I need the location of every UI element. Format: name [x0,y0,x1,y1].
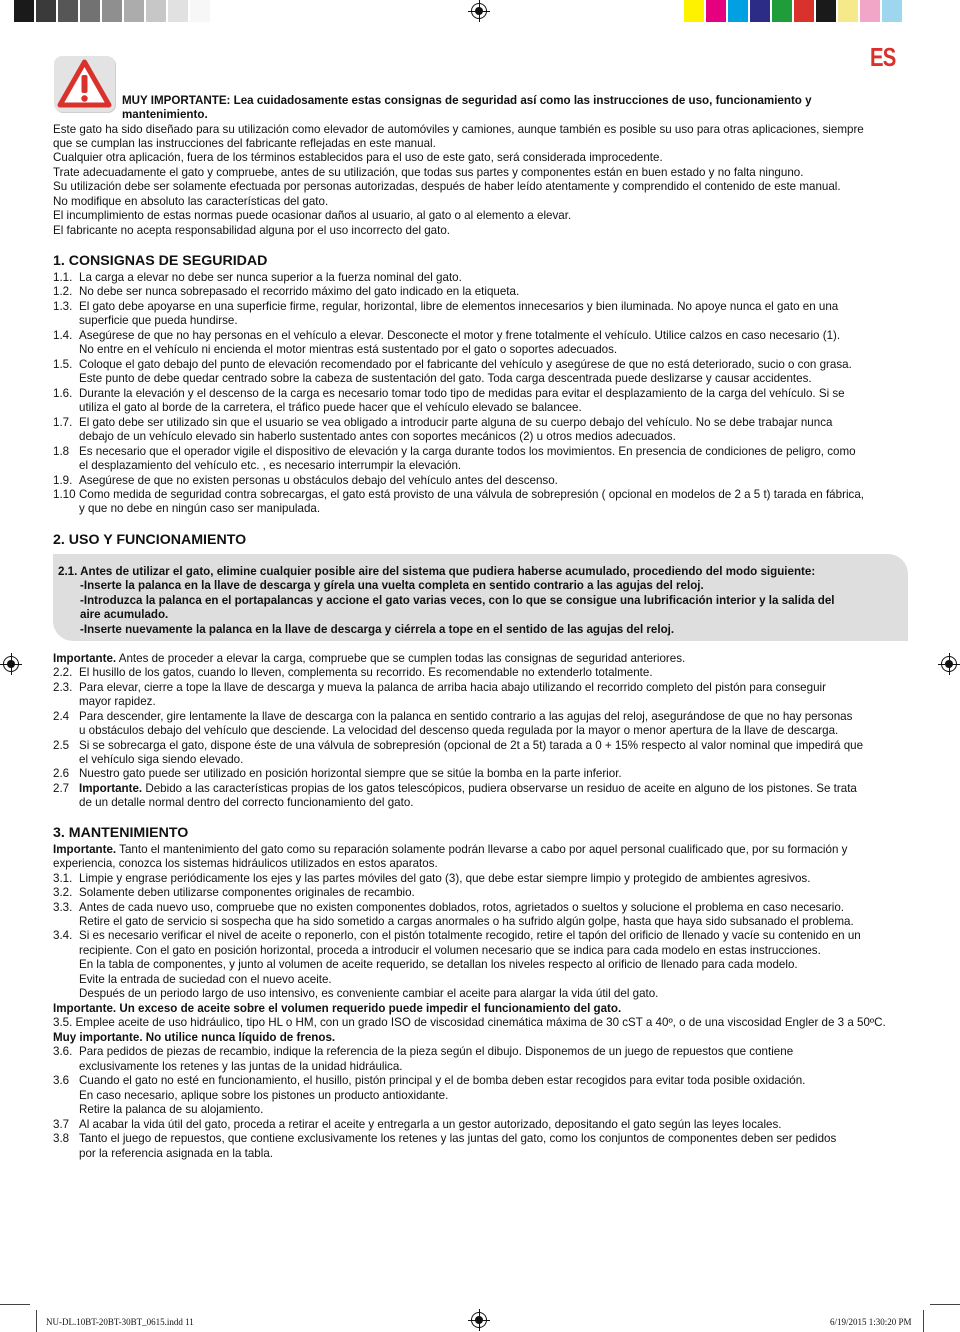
list-item-3-4-cont: Evite la entrada de suciedad con el nuevo aceite. [79,973,332,986]
list-item-1-4-cont: No entre en el vehículo ni encienda el motor mientras está sustentado por el gato o soportes adecuados. [79,343,618,356]
gray-patch [190,0,210,22]
list-item-3-2: 3.2. Solamente deben utilizarse componentes originales de recambio. [53,886,415,899]
registration-mark-bottom [471,1312,487,1328]
list-item-2-5-cont: el vehículo siga siendo elevado. [79,753,244,766]
gray-patch [58,0,78,22]
color-patch [750,0,770,22]
crop-mark [923,1310,924,1332]
color-patch [706,0,726,22]
list-item-3-6: 3.6. Para pedidos de piezas de recambio, indique la referencia de la pieza según el dibujo. Disponemos de un juego de repuestos que contiene [53,1045,794,1058]
language-tag: ES [870,42,896,72]
box-line: 2.1. Antes de utilizar el gato, elimine cualquier posible aire del sistema que pudiera haberse acumulado, procediendo del modo siguiente: [58,565,816,578]
list-item-2-2: 2.2. El husillo de los gatos, cuando lo lleven, complementa su recorrido. Es recomendable no extenderlo totalmente. [53,666,653,679]
crop-mark [0,1304,30,1305]
box-line: -Introduzca la palanca en el portapalancas y accione el gato varias veces, con lo que se consigue una lubrificación interior y la salida del [80,594,835,607]
list-item-1-6: 1.6. Durante la elevación y el descenso de la carga es necesario tomar todo tipo de medidas para evitar el desplazamiento de la carga del vehículo. Si se [53,387,845,400]
intro-line: que se cumplan las instrucciones del fabricante reflejadas en este manual. [53,137,436,150]
color-patch [882,0,902,22]
list-item-2-3: 2.3. Para elevar, cierre a tope la llave de descarga y mueva la palanca de arriba hacia abajo utilizando el recorrido completo del pistón para conseguir [53,681,826,694]
gray-patch [102,0,122,22]
list-item-1-6-cont: utiliza el gato al borde de la carretera, el tráfico puede hacer que el vehículo elevado se balancee. [79,401,582,414]
list-item-1-4: 1.4. Asegúrese de que no hay personas en el vehículo a elevar. Desconecte el motor y frene totalmente el vehículo. Utilice calzos en caso necesario (1). [53,329,841,342]
section-2-title: 2. USO Y FUNCIONAMIENTO [53,532,247,548]
gray-patch [168,0,188,22]
color-patch [816,0,836,22]
warning-title-line2: mantenimiento. [122,108,208,121]
list-item-1-10-cont: y que no debe en ningún caso ser manipulada. [79,502,321,515]
list-item-3-6b-cont: En caso necesario, aplique sobre los pistones un producto antioxidante. [79,1089,449,1102]
registration-mark-left [3,656,19,672]
list-item-2-4-cont: u obstáculos debajo del vehículo que desciende. La velocidad del descenso queda regulada por la mayor o menor apertura de la llave de descarga. [79,724,839,737]
list-item-1-3-cont: superficie que pueda hundirse. [79,314,238,327]
list-item-1-7: 1.7. El gato debe ser utilizado sin que el usuario se vea obligado a introducir parte alguna de su cuerpo debajo del vehículo. No se debe trabajar nunca [53,416,833,429]
list-item-3-8: 3.8 Tanto el juego de repuestos, que contiene exclusivamente los retenes y las juntas del gato, como los conjuntos de componentes deben ser pedidos [53,1132,837,1145]
color-patch [772,0,792,22]
section-3-title: 3. MANTENIMIENTO [53,825,189,841]
intro-line: El fabricante no acepta responsabilidad alguna por el uso incorrecto del gato. [53,224,451,237]
list-item-2-5: 2.5 Si se sobrecarga el gato, dispone éste de una válvula de sobrepresión (opcional de 2t a 5t) tarada a 0 + 15% respecto al valor nominal que impedirá que [53,739,864,752]
list-item-3-3-cont: Retire el gato de servicio si sospecha que ha sido sometido a cargas anormales o ha sufrido algún golpe, hasta que haya sido subsanado el problema. [79,915,854,928]
color-patch [728,0,748,22]
crop-mark [930,1304,960,1305]
list-item-1-1: 1.1. La carga a elevar no debe ser nunca superior a la fuerza nominal del gato. [53,271,462,284]
list-item-3-8-cont: por la referencia asignada en la tabla. [79,1147,274,1160]
list-item-1-8: 1.8 Es necesario que el operador vigile el dispositivo de elevación y la carga durante todos los movimientos. En presencia de condiciones de peligro, como [53,445,856,458]
intro-line: Su utilización debe ser solamente efectuada por personas autorizadas, después de haber leído atentamente y comprendido el contenido de este manual. [53,180,841,193]
footer-filename: NU-DL.10BT-20BT-30BT_0615.indd 11 [46,1317,194,1327]
warning-title: MUY IMPORTANTE: Lea cuidadosamente estas consignas de seguridad así como las instrucciones de uso, funcionamiento y [122,94,812,107]
list-item-3-7: 3.7 Al acabar la vida útil del gato, proceda a retirar el aceite y entregarla a un gestor autorizado, depositando el gato según las leyes locales. [53,1118,782,1131]
intro-line: Cualquier otra aplicación, fuera de los términos establecidos para el uso de este gato, será considerada improcedente. [53,151,663,164]
list-item-3-5: 3.5. Emplee aceite de uso hidráulico, tipo HL o HM, con un grado ISO de viscosidad cinemática máxima de 30 cST a 40º, o de una viscosidad Engler de 3 a 50ºC. [53,1016,886,1029]
intro-line: El incumplimiento de estas normas puede ocasionar daños al usuario, al gato o al elemento a elevar. [53,209,572,222]
list-item-3-4-cont: En la tabla de componentes, y junto al volumen de aceite requerido, se detallan los niveles respecto al orificio de llenado para cada modelo. [79,958,798,971]
list-item-1-5-cont: Este punto de debe quedar centrado sobre la cabeza de sustentación del gato. Toda carga descentrada puede deslizarse y causar accidentes. [79,372,812,385]
list-item-2-6: 2.6 Nuestro gato puede ser utilizado en posición horizontal siempre que se sitúe la bomba en la parte inferior. [53,767,622,780]
list-item-2-3-cont: mayor rapidez. [79,695,156,708]
list-item-2-4: 2.4 Para descender, gire lentamente la llave de descarga con la palanca en sentido contrario a las agujas del reloj, asegurándose de que no hay personas [53,710,853,723]
box-line: -Inserte nuevamente la palanca en la llave de descarga y ciérrela a tope en el sentido de las agujas del reloj. [80,623,675,636]
list-item-3-6-cont: exclusivamente los retenes y las juntas de la unidad hidráulica. [79,1060,403,1073]
list-item-1-10: 1.10 Como medida de seguridad contra sobrecargas, el gato está provisto de una válvula de sobrepresión ( opcional en modelos de 2 a 5 t) tarada en fábrica, [53,488,864,501]
intro-line: Trate adecuadamente el gato y compruebe, antes de su utilización, que todas sus partes y componentes están en buen estado y no falta ninguno. [53,166,804,179]
list-item-3-1: 3.1. Limpie y engrase periódicamente los ejes y las partes móviles del gato (3), que debe estar siempre limpio y protegido de ambientes agresivos. [53,872,811,885]
gray-patch [146,0,166,22]
intro-line: No modifique en absoluto las características del gato. [53,195,329,208]
list-item-1-7-cont: debajo de un vehículo elevado sin haberlo sustentado antes con soportes mecánicos (2) u otros medios adecuados. [79,430,676,443]
list-item-3-4-cont: recipiente. Con el gato en posición horizontal, proceda a introducir el volumen necesario que se indica para cada modelo en estas instrucciones. [79,944,821,957]
list-item-1-5: 1.5. Coloque el gato debajo del punto de elevación recomendado por el fabricante del vehículo y asegúrese de que no está deteriorado, sucio o con grasa. [53,358,852,371]
list-item-3-3: 3.3. Antes de cada nuevo uso, compruebe que no existen componentes doblados, rotos, agrietados o sueltos y solucione el problema en caso necesario. [53,901,845,914]
registration-mark-top [471,3,487,19]
list-item-1-8-cont: el desplazamiento del vehículo etc. , es necesario interrumpir la elevación. [79,459,462,472]
list-item-3-4-cont: Después de un periodo largo de uso intensivo, es conveniente cambiar el aceite para alargar la vida útil del gato. [79,987,659,1000]
warning-icon [54,56,115,112]
maintenance-note-cont: experiencia, conozca los sistemas hidráulicos utilizados en estos aparatos. [53,857,438,870]
list-item-2-7: 2.7 Importante. Debido a las características propias de los gatos telescópicos, pudiera observarse un residuo de aceite en alguno de los pistones. Se trata [53,782,857,795]
box-line: -Inserte la palanca en la llave de descarga y gírela una vuelta completa en sentido contrario a las agujas del reloj. [80,579,704,592]
list-item-1-3: 1.3. El gato debe apoyarse en una superficie firme, regular, horizontal, libre de elementos innecesarios y bien iluminada. No apoye nunca el gato en una [53,300,839,313]
important-note: Importante. Antes de proceder a elevar la carga, compruebe que se cumplen todas las consignas de seguridad anteriores. [53,652,686,665]
list-item-3-6b: 3.6 Cuando el gato no esté en funcionamiento, el husillo, pistón principal y el de bomba deben estar recogidos para evitar toda posible oxidación. [53,1074,806,1087]
section-1-title: 1. CONSIGNAS DE SEGURIDAD [53,253,268,269]
color-patch [860,0,880,22]
box-line: aire acumulado. [80,608,169,621]
brake-fluid-warning: Muy importante. No utilice nunca líquido de frenos. [53,1031,336,1044]
color-patch [838,0,858,22]
list-item-2-7-cont: de un detalle normal dentro del correcto funcionamiento del gato. [79,796,414,809]
gray-patch [80,0,100,22]
list-item-3-6b-cont: Retire la palanca de su alojamiento. [79,1103,264,1116]
color-patch [794,0,814,22]
maintenance-note: Importante. Tanto el mantenimiento del gato como su reparación solamente podrán llevarse a cabo por aquel personal cualificado que, por su formación y [53,843,848,856]
color-patch [684,0,704,22]
gray-patch [14,0,34,22]
list-item-1-2: 1.2. No debe ser nunca sobrepasado el recorrido máximo del gato indicado en la etiqueta. [53,285,520,298]
list-item-3-4: 3.4. Si es necesario verificar el nivel de aceite o reponerlo, con el pistón totalmente recogido, retire el tapón del orificio de llenado y vacíe su contenido en un [53,929,861,942]
oil-excess-warning: Importante. Un exceso de aceite sobre el volumen requerido puede impedir el funcionamiento del gato. [53,1002,622,1015]
gray-patch [124,0,144,22]
crop-mark [36,1310,37,1332]
footer-timestamp: 6/19/2015 1:30:20 PM [830,1317,912,1327]
intro-line: Este gato ha sido diseñado para su utilización como elevador de automóviles y camiones, aunque también es posible su uso para otras aplicaciones, siempre [53,123,864,136]
registration-mark-right [941,656,957,672]
gray-patch [36,0,56,22]
list-item-1-9: 1.9. Asegúrese de que no existen personas u obstáculos debajo del vehículo antes del descenso. [53,474,558,487]
